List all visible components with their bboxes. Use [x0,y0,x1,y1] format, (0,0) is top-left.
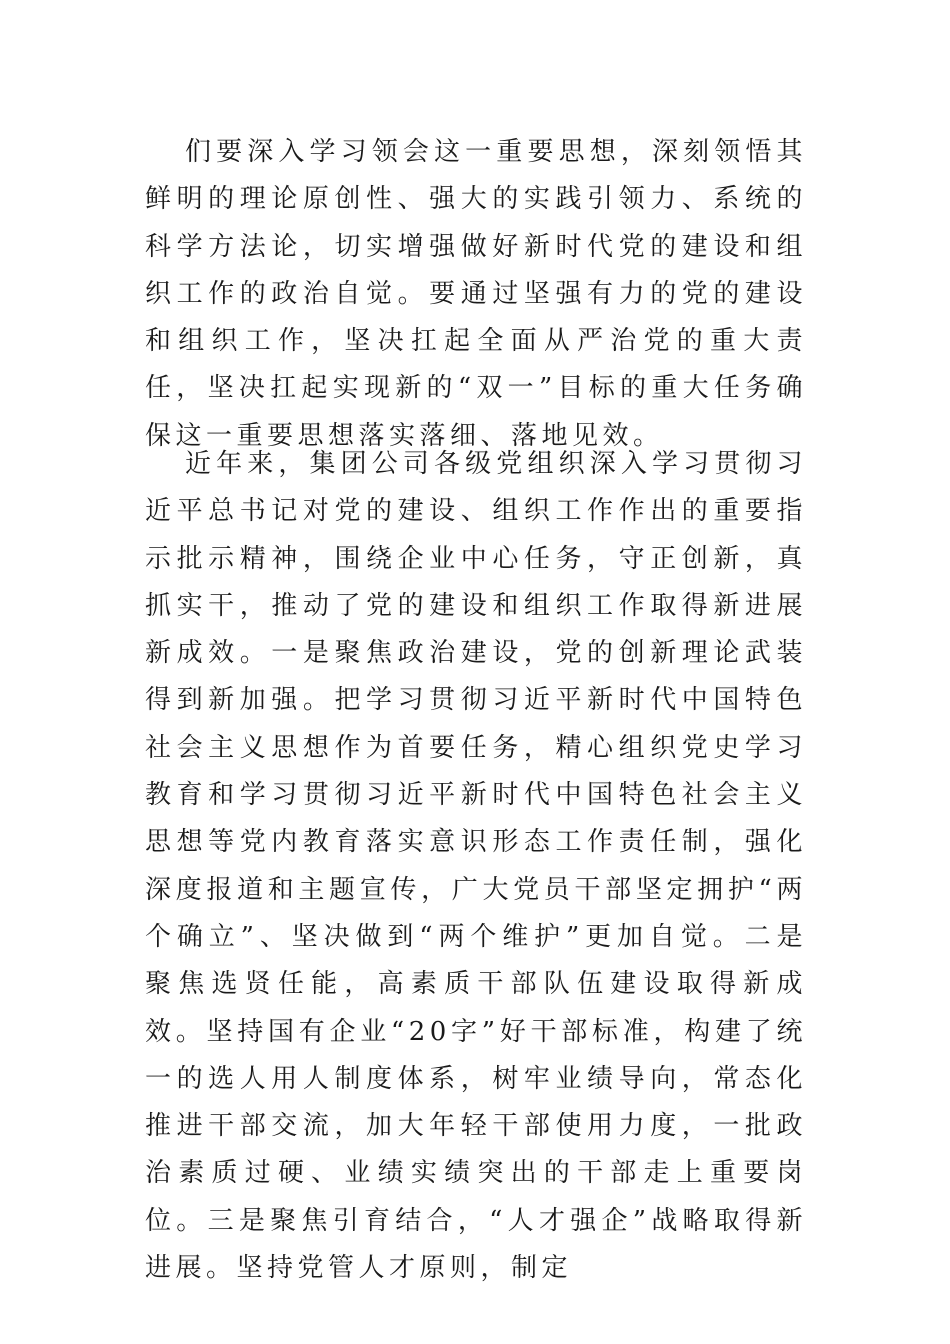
paragraph-2: 近年来，集团公司各级党组织深入学习贯彻习近平总书记对党的建设、组织工作作出的重要指示批示精神，围绕企业中心任务，守正创新，真抓实干，推动了党的建设和组织工作取得新进展新成效。一是聚焦政治建设，党的创新理论武装得到新加强。把学习贯彻习近平新时代中国特色社会主义思想作为首要任务，精心组织党史学习教育和学习贯彻习近平新时代中国特色社会主义思想等党内教育落实意识形态工作责任制，强化深度报道和主题宣传，广大党员干部坚定拥护“两个确立”、坚决做到“两个维护”更加自觉。二是聚焦选贤任能，高素质干部队伍建设取得新成效。坚持国有企业“20字”好干部标准，构建了统一的选人用人制度体系，树牢业绩导向，常态化推进干部交流，加大年轻干部使用力度，一批政治素质过硬、业绩实绩突出的干部走上重要岗位。三是聚焦引育结合，“人才强企”战略取得新进展。坚持党管人才原则，制定 [145,449,807,1284]
paragraph-1: 们要深入学习领会这一重要思想，深刻领悟其鲜明的理论原创性、强大的实践引领力、系统的科学方法论，切实增强做好新时代党的建设和组织工作的政治自觉。要通过坚强有力的党的建设和组织工作，坚决扛起全面从严治党的重大责任，坚决扛起实现新的“双一”目标的重大任务确保这一重要思想落实落细、落地见效。 [145,137,807,451]
